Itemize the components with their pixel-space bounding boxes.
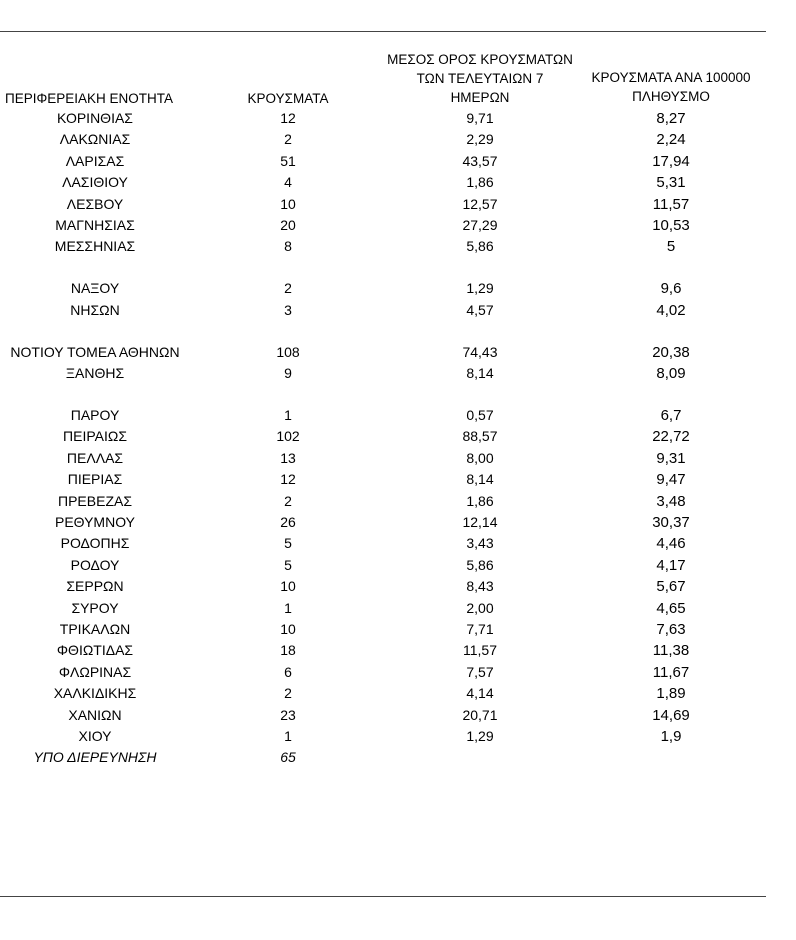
cases-cell: 1: [284, 727, 292, 744]
avg-cell: 1,29: [466, 727, 494, 744]
avg-cell: 3,43: [466, 535, 494, 552]
cases-cell: 4: [284, 174, 292, 191]
header-cases: ΚΡΟΥΣΜΑΤΑ: [247, 91, 329, 106]
region-cell: ΛΑΣΙΘΙΟΥ: [62, 174, 128, 191]
spacer-row: [0, 321, 796, 342]
table-row: [0, 151, 796, 172]
per-100k-cell: 11,57: [652, 195, 690, 213]
cases-cell: 26: [280, 514, 296, 531]
table-row: [0, 405, 796, 426]
avg-cell: 8,14: [466, 365, 494, 382]
per-100k-cell: 8,27: [656, 110, 686, 127]
region-cell: ΛΑΡΙΣΑΣ: [65, 152, 125, 169]
cases-cell: 2: [284, 131, 292, 148]
header-avg-line2: ΤΩΝ ΤΕΛΕΥΤΑΙΩΝ 7: [416, 71, 544, 86]
per-100k-cell: 9,31: [656, 449, 686, 467]
per-100k-cell: 20,38: [652, 343, 690, 361]
table-row: [0, 533, 796, 554]
per-100k-cell: 4,65: [656, 599, 686, 617]
avg-cell: 9,71: [466, 110, 494, 126]
cases-cell: 5: [284, 556, 292, 573]
region-cell: ΡΕΘΥΜΝΟΥ: [54, 514, 135, 531]
avg-cell: 8,00: [466, 449, 494, 466]
region-cell: ΡΟΔΟΠΗΣ: [60, 535, 130, 552]
avg-cell: 2,29: [466, 131, 494, 148]
avg-cell: 7,71: [466, 620, 494, 637]
header-region: ΠΕΡΙΦΕΡΕΙΑΚΗ ΕΝΟΤΗΤΑ: [5, 91, 174, 106]
avg-cell: 1,86: [466, 492, 494, 509]
per-100k-cell: 5,67: [656, 578, 686, 596]
header-per-100k: [572, 68, 770, 106]
region-cell: ΞΑΝΘΗΣ: [65, 365, 125, 382]
table-row: [0, 236, 796, 257]
avg-cell: 12,14: [462, 514, 498, 531]
cases-cell: 2: [284, 685, 292, 702]
region-cell: ΧΑΛΚΙΔΙΚΗΣ: [53, 685, 137, 702]
cases-cell: 10: [280, 620, 296, 637]
spacer-row: [0, 258, 796, 279]
per-100k-cell: 22,72: [652, 428, 690, 446]
cases-cell: 20: [280, 216, 296, 233]
region-cell: ΧΑΝΙΩΝ: [68, 706, 122, 723]
per-100k-cell: 7,63: [656, 620, 686, 638]
cases-cell: 102: [276, 428, 300, 445]
region-cell: ΛΕΣΒΟΥ: [66, 195, 124, 212]
region-cell: ΛΑΚΩΝΙΑΣ: [59, 131, 131, 148]
table-row: [0, 278, 796, 299]
per-100k-cell: 10,53: [652, 216, 690, 234]
top-rule: [0, 31, 766, 32]
avg-cell: 43,57: [462, 152, 498, 169]
region-cell: ΠΕΙΡΑΙΩΣ: [63, 428, 127, 445]
cases-cell: 5: [284, 535, 292, 552]
avg-cell: 1,86: [466, 174, 494, 191]
avg-cell: 27,29: [462, 216, 498, 233]
cases-cell: 51: [280, 152, 296, 169]
avg-cell: 2,00: [466, 599, 494, 616]
region-cell: ΡΟΔΟΥ: [70, 556, 120, 573]
cases-cell: 18: [280, 642, 296, 659]
region-cell: ΧΙΟΥ: [78, 727, 112, 744]
table-row: [0, 215, 796, 236]
table-row: [0, 448, 796, 469]
per-100k-cell: 11,67: [652, 663, 690, 681]
avg-cell: 12,57: [462, 195, 498, 212]
region-cell: ΠΕΛΛΑΣ: [66, 449, 124, 466]
avg-cell: 5,86: [466, 238, 494, 255]
spacer-row: [0, 384, 796, 405]
per-100k-cell: 3,48: [656, 492, 686, 510]
avg-cell: 1,29: [466, 280, 494, 297]
per-100k-cell: 1,9: [660, 727, 682, 745]
table-row: [0, 555, 796, 576]
per-100k-cell: 1,89: [656, 685, 686, 703]
avg-cell: 20,71: [462, 706, 498, 723]
region-cell: ΠΡΕΒΕΖΑΣ: [57, 492, 132, 509]
table-row: [0, 598, 796, 619]
region-cell: ΣΥΡΟΥ: [71, 599, 119, 616]
region-cell: ΦΘΙΩΤΙΔΑΣ: [56, 642, 134, 659]
cases-cell: 8: [284, 238, 292, 255]
table-row: [0, 726, 796, 747]
header-per-line2: ΠΛΗΘΥΣΜΟ: [632, 89, 710, 104]
avg-cell: 5,86: [466, 556, 494, 573]
header-avg-line3: ΗΜΕΡΩΝ: [450, 90, 510, 105]
table-row: [0, 300, 796, 321]
header-per-line1: ΚΡΟΥΣΜΑΤΑ ΑΝΑ 100000: [591, 70, 751, 85]
avg-cell: 7,57: [466, 663, 494, 680]
cases-cell: 108: [276, 343, 300, 360]
region-cell: ΜΑΓΝΗΣΙΑΣ: [55, 216, 135, 233]
region-cell: ΝΑΞΟΥ: [70, 280, 120, 297]
table-row: [0, 108, 796, 129]
per-100k-cell: 9,47: [656, 471, 686, 489]
avg-cell: 4,57: [466, 301, 494, 318]
cases-cell: 6: [284, 663, 292, 680]
per-100k-cell: 11,38: [652, 642, 690, 660]
table-row: [0, 426, 796, 447]
cases-cell: 1: [284, 407, 292, 424]
cases-cell: 9: [284, 365, 292, 382]
per-100k-cell: 9,6: [660, 280, 682, 298]
table-row: [0, 194, 796, 215]
per-100k-cell: 5,31: [656, 174, 686, 192]
per-100k-cell: 17,94: [652, 152, 690, 170]
per-100k-cell: 4,46: [656, 535, 686, 553]
region-cell: ΤΡΙΚΑΛΩΝ: [59, 620, 131, 637]
avg-cell: 74,43: [462, 343, 498, 360]
table-row: [0, 705, 796, 726]
table-row: [0, 342, 796, 363]
avg-cell: 11,57: [463, 642, 497, 659]
per-100k-cell: 4,17: [656, 556, 686, 574]
cases-cell: 10: [280, 578, 296, 595]
region-cell: ΜΕΣΣΗΝΙΑΣ: [54, 238, 136, 255]
table-row: [0, 619, 796, 640]
region-cell: ΝΗΣΩΝ: [70, 301, 120, 318]
table-row: [0, 747, 796, 768]
cases-cell: 3: [284, 301, 292, 318]
per-100k-cell: 5: [666, 238, 676, 256]
table-row: [0, 512, 796, 533]
per-100k-cell: 6,7: [660, 407, 682, 425]
avg-cell: 0,57: [466, 407, 494, 424]
table-row: [0, 576, 796, 597]
table-row: [0, 683, 796, 704]
cases-cell: 23: [280, 706, 296, 723]
header-avg-line1: ΜΕΣΟΣ ΟΡΟΣ ΚΡΟΥΣΜΑΤΩΝ: [387, 52, 573, 67]
cases-cell: 1: [284, 599, 292, 616]
table-row: [0, 491, 796, 512]
table-row: [0, 172, 796, 193]
cases-cell: 13: [280, 449, 296, 466]
table-row: [0, 363, 796, 384]
region-cell: ΚΟΡΙΝΘΙΑΣ: [57, 110, 133, 126]
cases-cell: 65: [280, 749, 296, 766]
per-100k-cell: 30,37: [652, 514, 690, 532]
avg-cell: 8,14: [466, 471, 494, 488]
per-100k-cell: 14,69: [652, 706, 690, 724]
cases-cell: 12: [280, 110, 296, 126]
per-100k-cell: 8,09: [656, 365, 686, 383]
region-cell: ΝΟΤΙΟΥ ΤΟΜΕΑ ΑΘΗΝΩΝ: [10, 343, 180, 360]
bottom-rule: [0, 896, 766, 897]
region-cell: ΠΑΡΟΥ: [70, 407, 120, 424]
table-row: [0, 640, 796, 661]
avg-cell: 88,57: [462, 428, 498, 445]
cases-cell: 10: [280, 195, 296, 212]
avg-cell: 8,43: [466, 578, 494, 595]
data-table: [0, 108, 796, 769]
table-row: [0, 129, 796, 150]
cases-cell: 12: [280, 471, 296, 488]
region-cell: ΦΛΩΡΙΝΑΣ: [58, 663, 132, 680]
avg-cell: 4,14: [466, 685, 494, 702]
per-100k-cell: 2,24: [656, 131, 686, 149]
cases-cell: 2: [284, 280, 292, 297]
region-cell: ΣΕΡΡΩΝ: [66, 578, 124, 595]
region-cell: ΠΙΕΡΙΑΣ: [67, 471, 123, 488]
cases-cell: 2: [284, 492, 292, 509]
table-row: [0, 662, 796, 683]
table-row: [0, 469, 796, 490]
per-100k-cell: 4,02: [656, 301, 686, 319]
header-avg-7-days: [378, 50, 582, 107]
region-cell: ΥΠΟ ΔΙΕΡΕΥΝΗΣΗ: [33, 749, 157, 766]
